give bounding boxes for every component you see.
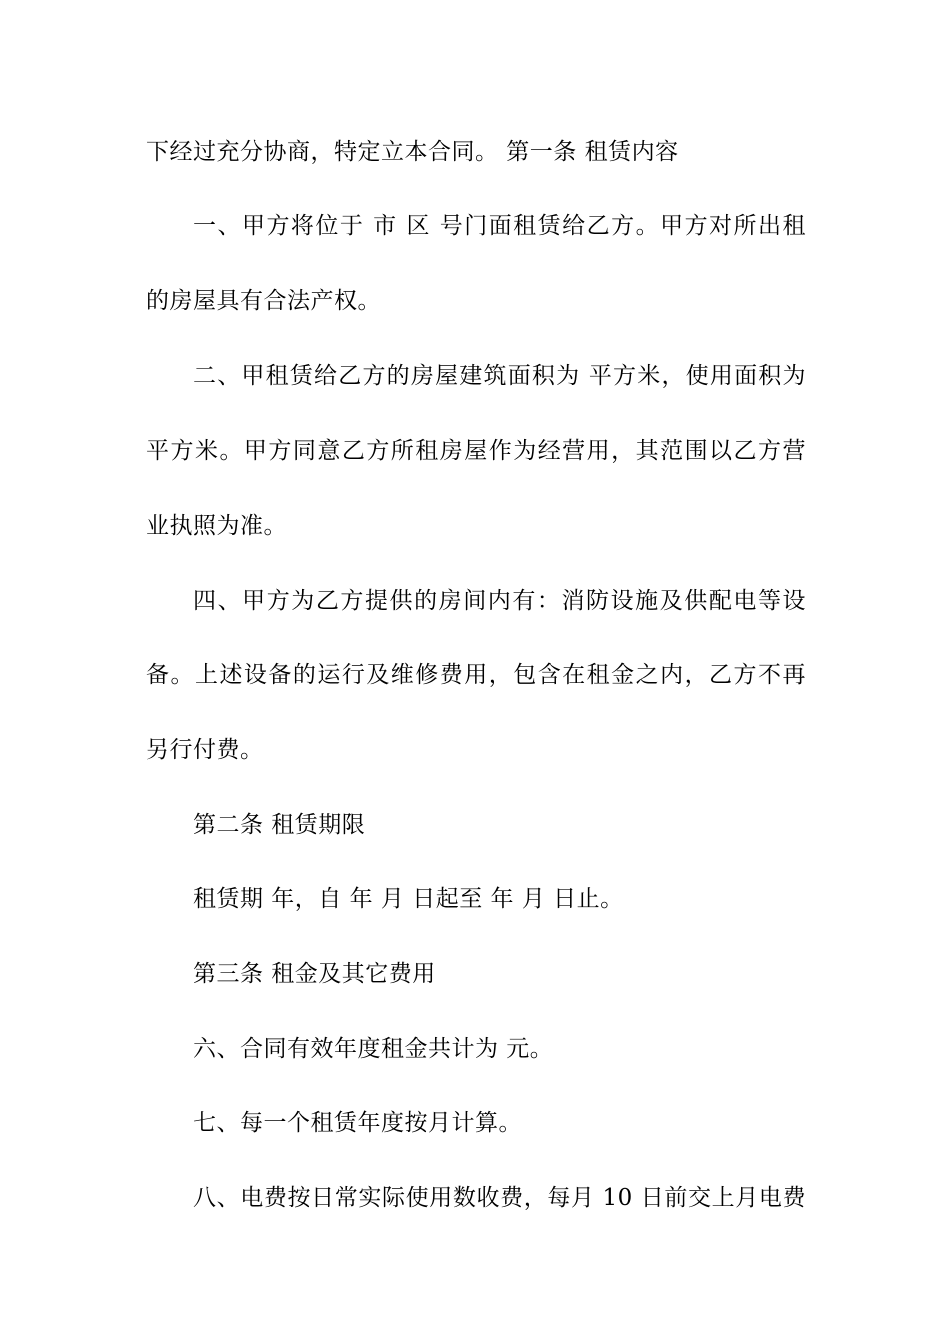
text-line-6: 业执照为准。 xyxy=(146,513,287,539)
text-line-9: 另行付费。 xyxy=(146,737,264,763)
text-line-14: 七、每一个租赁年度按月计算。 xyxy=(193,1110,522,1136)
section-heading-2: 第二条 租赁期限 xyxy=(193,812,366,838)
text-line-13: 六、合同有效年度租金共计为 元。 xyxy=(193,1036,554,1062)
text-line-15: 八、电费按日常实际使用数收费，每月 10 日前交上月电费 xyxy=(193,1185,806,1211)
text-line-1: 下经过充分协商，特定立本合同。 第一条 租赁内容 xyxy=(146,139,679,165)
section-heading-3: 第三条 租金及其它费用 xyxy=(193,961,436,987)
text-line-7: 四、甲方为乙方提供的房间内有：消防设施及供配电等设 xyxy=(193,588,806,614)
text-line-2: 一、甲方将位于 市 区 号门面租赁给乙方。甲方对所出租 xyxy=(193,213,806,239)
text-line-8: 备。上述设备的运行及维修费用，包含在租金之内，乙方不再 xyxy=(146,662,806,688)
text-line-3: 的房屋具有合法产权。 xyxy=(146,288,381,314)
text-line-4: 二、甲租赁给乙方的房屋建筑面积为 平方米，使用面积为 xyxy=(193,363,806,389)
text-line-5: 平方米。甲方同意乙方所租房屋作为经营用，其范围以乙方营 xyxy=(146,438,806,464)
text-line-11: 租赁期 年，自 年 月 日起至 年 月 日止。 xyxy=(193,886,624,912)
